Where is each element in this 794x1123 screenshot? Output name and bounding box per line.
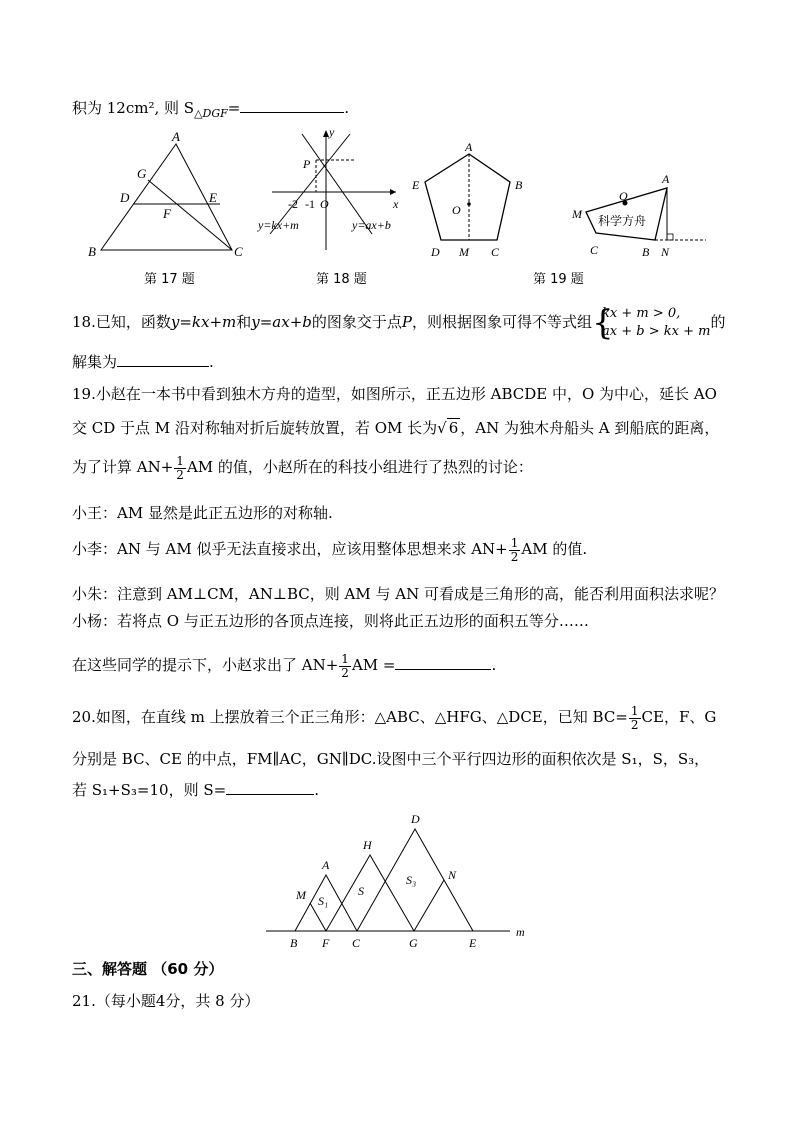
svg-text:P: P xyxy=(303,157,311,171)
svg-text:H: H xyxy=(363,838,372,852)
svg-text:-2: -2 xyxy=(288,197,298,211)
figure-19 xyxy=(411,140,706,259)
q19-zhu: 小朱：注意到 AM⊥CM，AN⊥BC，则 AM 与 AN 可看成是三角形的高，能否利用面积法求呢？ xyxy=(72,585,724,603)
svg-text:S₃: S₃ xyxy=(406,873,417,887)
fraction-half: $\frac{1}{2}$ xyxy=(630,703,639,732)
q17-tail-line: 积为 12cm², 则 $S_{\triangle DGF}=$ . xyxy=(72,99,350,120)
svg-text:G: G xyxy=(409,936,418,950)
figures-row xyxy=(0,122,794,292)
svg-text:D: D xyxy=(411,812,420,826)
svg-text:F: F xyxy=(163,206,171,221)
svg-text:-1: -1 xyxy=(305,197,315,211)
svg-text:O: O xyxy=(619,189,628,203)
section-heading: 三、解答题 （60 分） xyxy=(72,960,224,978)
q19-li: 小李：AN 与 AM 似乎无法直接求出，应该用整体思想来求 AN+ $\frac{1}{2}$ AM 的值. xyxy=(72,535,588,564)
svg-text:M: M xyxy=(296,888,306,902)
svg-text:A: A xyxy=(662,172,670,186)
svg-text:m: m xyxy=(516,925,525,939)
svg-text:C: C xyxy=(491,245,500,259)
svg-text:N: N xyxy=(661,245,670,259)
svg-text:A: A xyxy=(465,140,473,154)
q20-line3: 若 S₁+S₃=10，则 S= . xyxy=(72,781,319,799)
q19-yang: 小杨：若将点 O 与正五边形的各顶点连接，则将此正五边形的面积五等分…… xyxy=(72,612,589,630)
q19-wang: 小王：AM 显然是此正五边形的对称轴. xyxy=(72,504,333,522)
svg-text:F: F xyxy=(322,936,330,950)
svg-text:A: A xyxy=(322,858,330,872)
svg-text:M: M xyxy=(459,245,469,259)
svg-text:B: B xyxy=(88,244,96,259)
svg-text:B: B xyxy=(642,245,650,259)
q20-line2: 分别是 BC、CE 的中点，FM∥AC，GN∥DC.设图中三个平行四边形的面积依次是 S₁，S，S₃， xyxy=(72,750,710,768)
fraction-half: $\frac{1}{2}$ xyxy=(510,535,519,564)
answer-blank-17 xyxy=(240,98,344,113)
answer-blank-18 xyxy=(117,352,209,367)
svg-text:B: B xyxy=(290,936,298,950)
sqrt-six: √ 6 xyxy=(437,419,459,437)
svg-text:y=ax+b: y=ax+b xyxy=(352,218,391,232)
svg-text:C: C xyxy=(590,243,599,257)
svg-text:y: y xyxy=(329,125,335,139)
fraction-half: $\frac{1}{2}$ xyxy=(176,453,184,482)
inequality-system: { kx + m > 0, ax + b > kx + m xyxy=(592,303,711,343)
svg-text:O: O xyxy=(452,203,461,217)
caption-19: 第 19 题 xyxy=(533,272,584,287)
caption-18: 第 18 题 xyxy=(316,272,367,287)
svg-text:C: C xyxy=(234,244,243,259)
figure-17 xyxy=(88,129,243,259)
answer-blank-20 xyxy=(226,780,314,795)
svg-text:M: M xyxy=(572,207,582,221)
svg-text:S₁: S₁ xyxy=(318,894,329,908)
svg-text:E: E xyxy=(209,190,217,205)
figure-18 xyxy=(257,125,399,250)
caption-17: 第 17 题 xyxy=(144,272,195,287)
svg-text:S: S xyxy=(358,884,364,898)
q19-end: 在这些同学的提示下，小赵求出了 AN+ $\frac{1}{2}$ AM = . xyxy=(72,651,497,680)
svg-text:E: E xyxy=(469,936,477,950)
answer-blank-19 xyxy=(395,655,491,670)
q18-line2: 解集为 . xyxy=(72,353,214,371)
svg-text:N: N xyxy=(448,868,457,882)
svg-text:G: G xyxy=(137,166,147,181)
svg-text:D: D xyxy=(431,245,440,259)
q19-line3: 为了计算 AN+ $\frac{1}{2}$ AM 的值，小赵所在的科技小组进行了热烈的讨论： xyxy=(72,453,533,482)
figure-20 xyxy=(0,805,794,955)
q19-line1: 19.小赵在一本书中看到独木方舟的造型，如图所示，正五边形 ABCDE 中，O 为中心，延长 AO xyxy=(72,385,717,403)
svg-text:B: B xyxy=(515,178,523,192)
svg-text:C: C xyxy=(352,936,361,950)
fraction-half: $\frac{1}{2}$ xyxy=(341,651,349,680)
q19-line2: 交 CD 于点 M 沿对称轴对折后旋转放置，若 OM 长为√ 6 ，AN 为独木舟船头 A 到船底的距离， xyxy=(72,419,720,437)
q21-heading: 21.（每小题4分，共 8 分） xyxy=(72,992,260,1010)
svg-text:科学方舟: 科学方舟 xyxy=(598,214,647,228)
svg-text:A: A xyxy=(172,129,180,144)
svg-text:x: x xyxy=(393,197,399,211)
svg-text:D: D xyxy=(120,190,130,205)
q20-line1: 20.如图，在直线 m 上摆放着三个正三角形：△ABC、△HFG、△DCE，已知 BC= $\frac{1}{2}$ CE，F、G xyxy=(72,703,717,732)
q18-line1: 18.已知，函数y=kx+m和y=ax+b的图象交于点P，则根据图象可得不等式组 { kx + m > 0, ax + b > kx + m 的 xyxy=(72,303,726,343)
svg-text:E: E xyxy=(412,178,420,192)
svg-text:y=kx+m: y=kx+m xyxy=(258,218,299,232)
svg-text:O: O xyxy=(320,197,329,211)
